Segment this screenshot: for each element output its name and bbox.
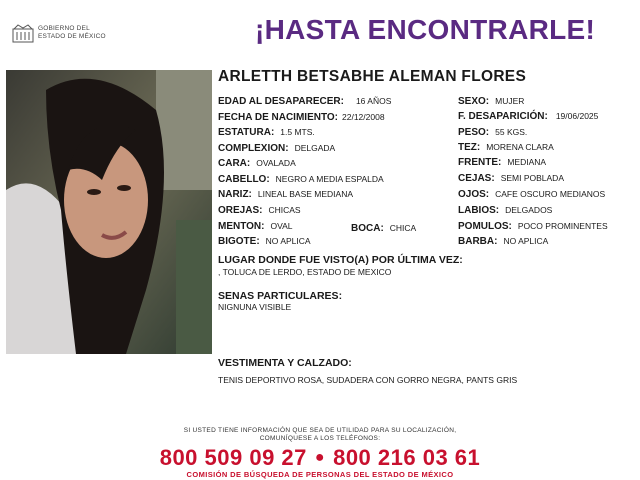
clothing-value: TENIS DEPORTIVO ROSA, SUDADERA CON GORRO NEGRA, PANTS GRIS (218, 375, 518, 385)
missing-person-photo (6, 70, 212, 354)
field-label: NARIZ: (218, 189, 252, 200)
field-label: BIGOTE: (218, 236, 260, 247)
field-value: NO APLICA (503, 236, 549, 246)
field-value: OVALADA (256, 158, 296, 168)
field-value: MEDIANA (507, 157, 547, 167)
field-nose (218, 189, 353, 200)
field-value: DELGADOS (505, 205, 553, 215)
field-label: BOCA: (351, 223, 384, 234)
field-value: 1.5 MTS. (280, 127, 315, 137)
field-lips (458, 205, 552, 216)
field-disappearance-date (458, 111, 598, 122)
field-label: OREJAS: (218, 205, 263, 216)
distinguishing-marks-label: SENAS PARTICULARES: (218, 290, 343, 302)
field-label: CARA: (218, 158, 251, 169)
field-face (218, 158, 296, 169)
field-birthdate (218, 112, 385, 123)
field-label: FRENTE: (458, 157, 502, 168)
field-build (218, 143, 335, 154)
field-eyebrows (458, 173, 564, 184)
field-beard (458, 236, 548, 247)
field-value: CHICAS (268, 205, 301, 215)
field-value: CAFE OSCURO MEDIANOS (495, 189, 606, 199)
field-eyes (458, 189, 605, 200)
field-label: EDAD AL DESAPARECER: (218, 96, 344, 107)
field-value: DELGADA (294, 143, 336, 153)
phone-number-1[interactable]: 800 509 09 27 (159, 445, 307, 470)
field-value: CHICA (389, 223, 417, 233)
field-label: LABIOS: (458, 205, 500, 216)
field-value: 55 KGS. (495, 127, 528, 137)
field-complexion (458, 142, 554, 153)
field-label: ESTATURA: (218, 127, 275, 138)
field-mustache (218, 236, 311, 247)
commission-name: COMISIÓN DE BÚSQUEDA DE PERSONAS DEL ESTADO DE MÉXICO (186, 470, 454, 479)
field-value: NO APLICA (265, 236, 311, 246)
field-sex (458, 96, 524, 107)
field-label: FECHA DE NACIMIENTO: (218, 112, 338, 123)
field-value: LINEAL BASE MEDIANA (257, 189, 353, 199)
field-label: SEXO: (458, 96, 490, 107)
field-forehead (458, 157, 546, 168)
field-label: F. DESAPARICIÓN: (458, 111, 548, 122)
field-hair (218, 174, 384, 185)
field-value: MUJER (495, 96, 525, 106)
logo-line-1: GOBIERNO DEL (38, 25, 90, 32)
field-mouth (351, 223, 416, 234)
field-age (218, 96, 391, 107)
field-value: SEMI POBLADA (500, 173, 564, 183)
logo-text (38, 25, 106, 41)
field-label: PESO: (458, 127, 490, 138)
field-value: 22/12/2008 (342, 112, 385, 122)
logo-line-2: ESTADO DE MÉXICO (38, 33, 106, 40)
field-label: CABELLO: (218, 174, 270, 185)
field-value: NEGRO A MEDIA ESPALDA (275, 174, 384, 184)
field-label: CEJAS: (458, 173, 495, 184)
field-cheekbones (458, 221, 608, 232)
headline: ¡HASTA ENCONTRARLE! (255, 14, 596, 45)
field-value: POCO PROMINENTES (517, 221, 608, 231)
field-label: BARBA: (458, 236, 498, 247)
field-label: MENTON: (218, 221, 265, 232)
phone-number-2[interactable]: 800 216 03 61 (333, 445, 481, 470)
government-logo (12, 21, 142, 47)
separator-dot: ● (314, 449, 326, 466)
field-label: TEZ: (458, 142, 481, 153)
field-height (218, 127, 315, 138)
state-shield-icon (12, 23, 34, 43)
field-label: COMPLEXION: (218, 143, 289, 154)
distinguishing-marks-value: NIGNUNA VISIBLE (218, 302, 292, 312)
last-seen-label: LUGAR DONDE FUE VISTO(A) POR ÚLTIMA VEZ: (218, 254, 463, 266)
person-name: ARLETTH BETSABHE ALEMAN FLORES (218, 68, 527, 85)
phone-numbers (0, 445, 640, 471)
field-value: MORENA CLARA (486, 142, 554, 152)
field-value: OVAL (270, 221, 293, 231)
contact-note-line-1: SI USTED TIENE INFORMACIÓN QUE SEA DE UTILIDAD PARA SU LOCALIZACIÓN, (183, 427, 457, 434)
field-label: OJOS: (458, 189, 490, 200)
field-value: 16 AÑOS (355, 96, 392, 106)
field-value: 19/06/2025 (555, 111, 599, 121)
field-label: POMULOS: (458, 221, 512, 232)
last-seen-value: , TOLUCA DE LERDO, ESTADO DE MEXICO (218, 267, 392, 277)
field-ears (218, 205, 301, 216)
contact-note-line-2: COMUNÍQUESE A LOS TELÉFONOS: (259, 435, 381, 442)
clothing-label: VESTIMENTA Y CALZADO: (218, 357, 352, 369)
field-weight (458, 127, 527, 138)
field-chin (218, 221, 293, 232)
